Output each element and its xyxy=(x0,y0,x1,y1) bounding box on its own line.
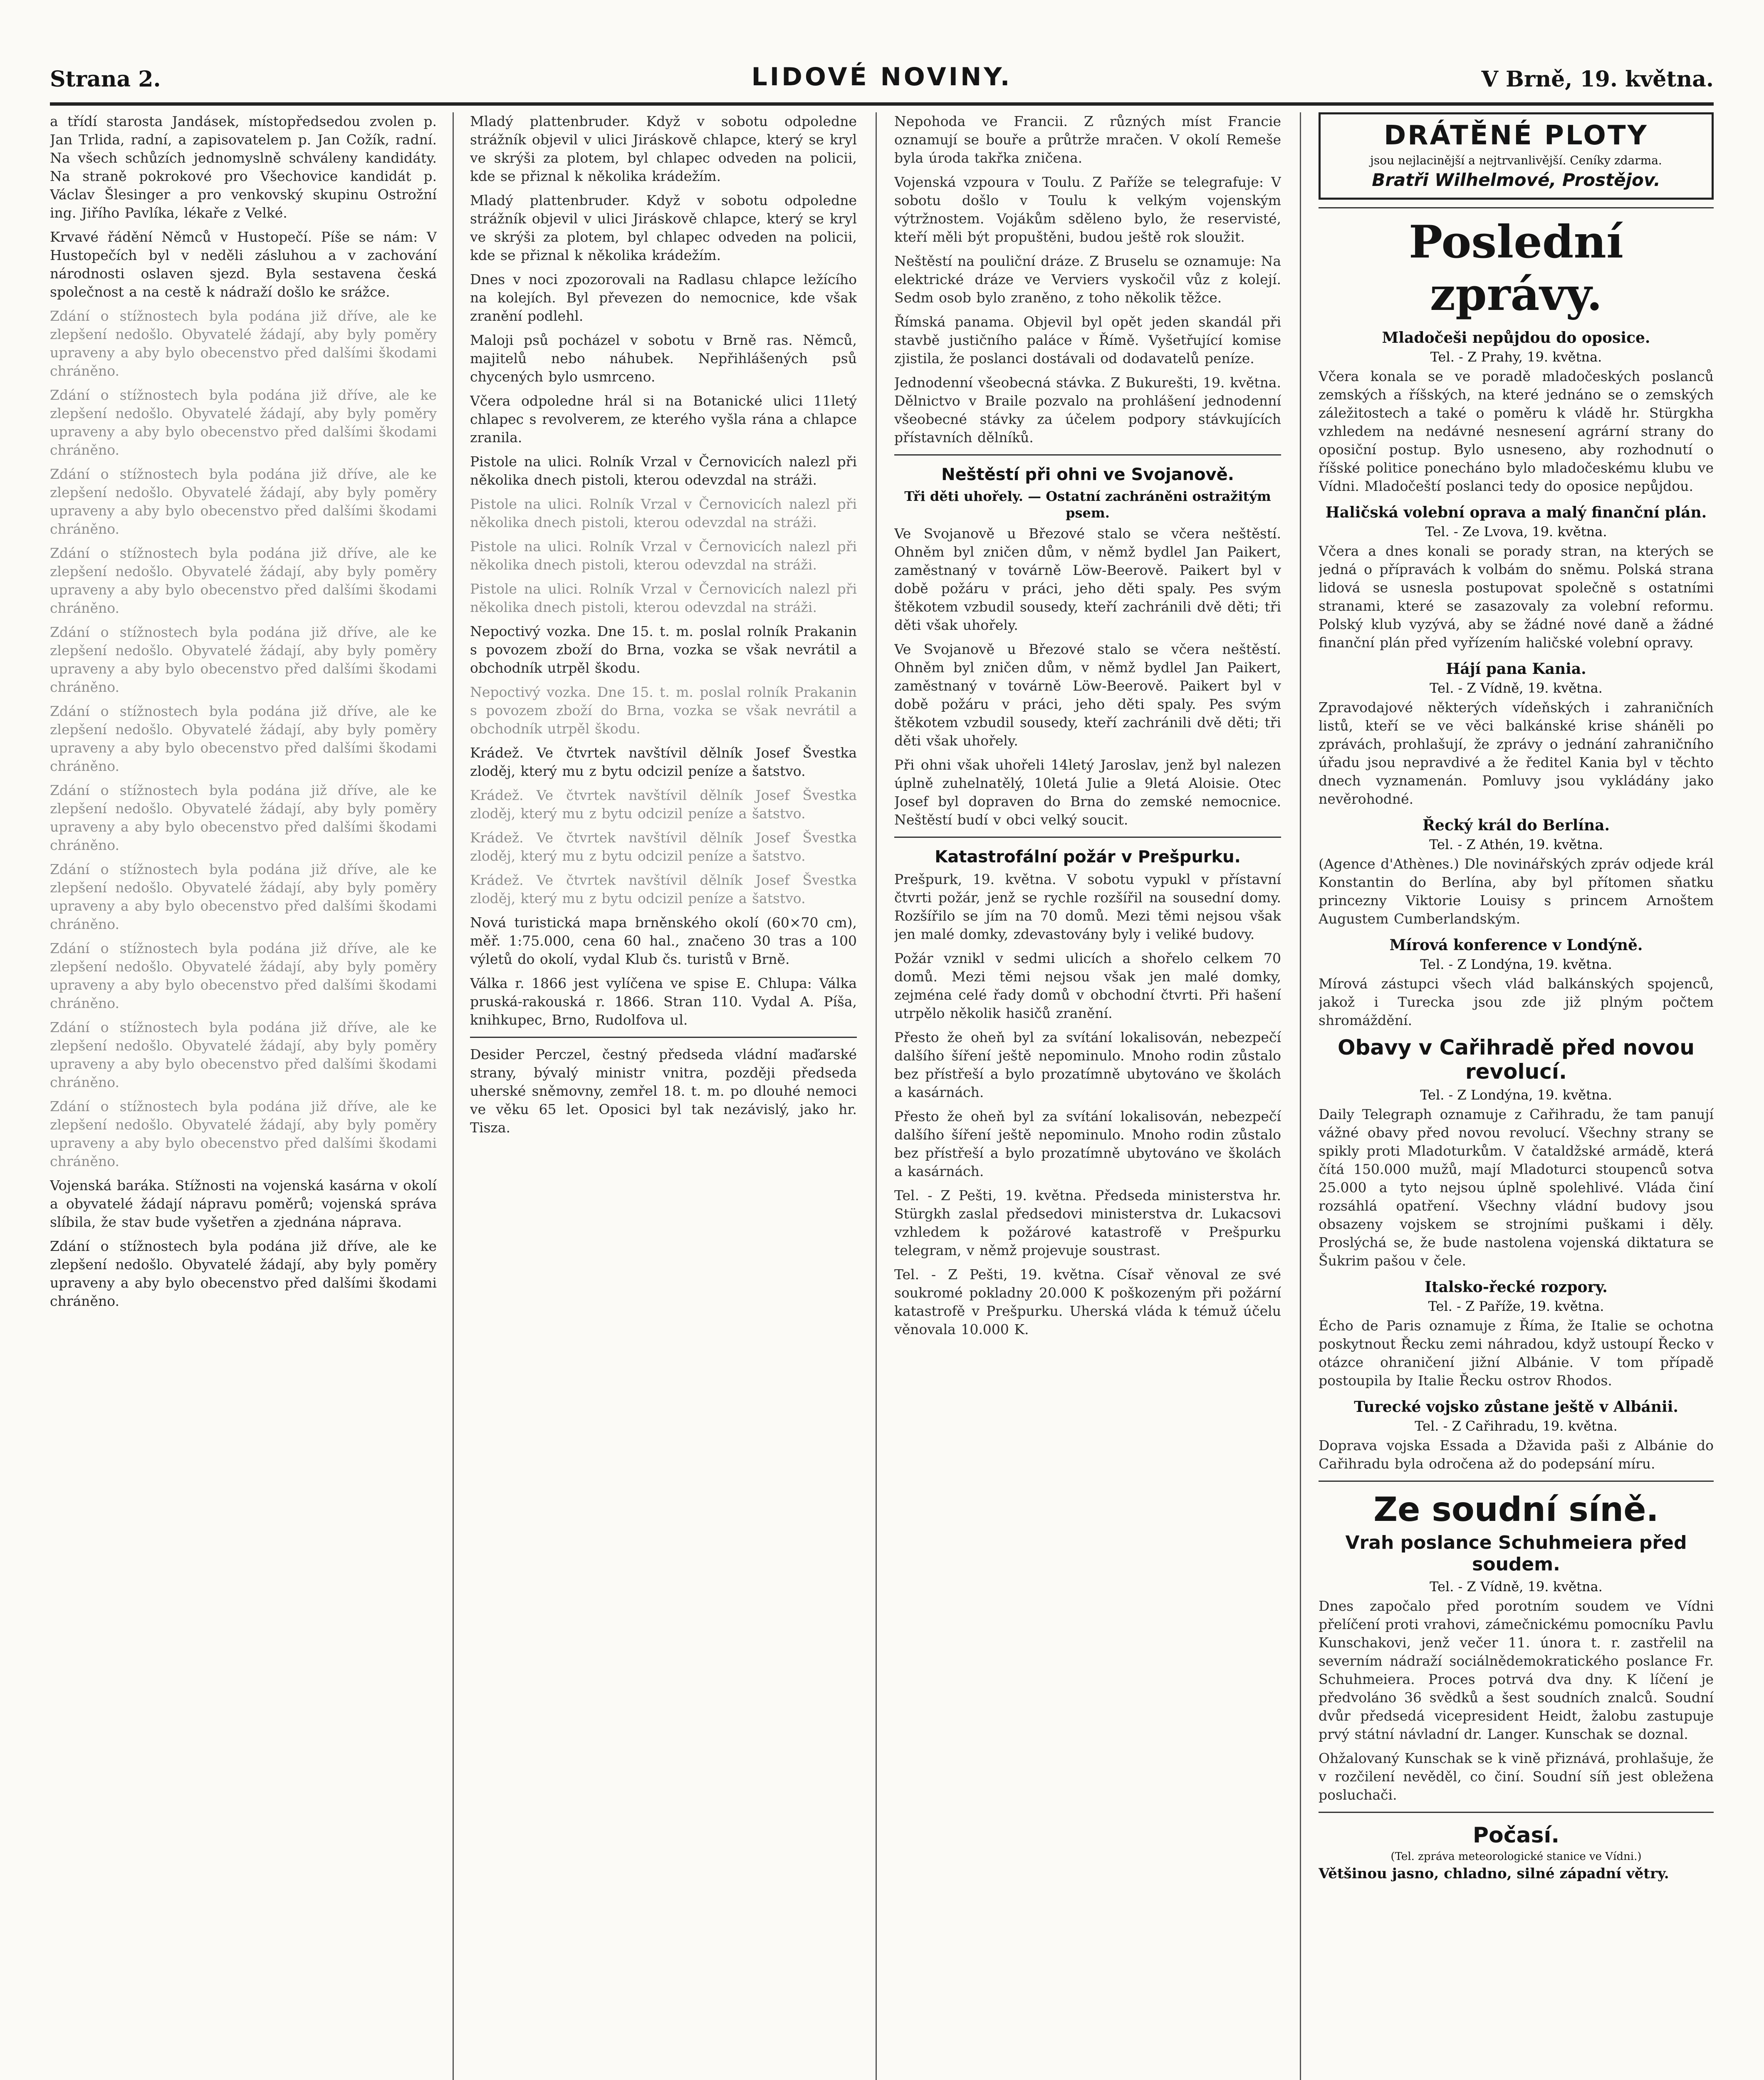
weather-title: Počasí. xyxy=(1472,1823,1560,1848)
column-separator xyxy=(1300,112,1301,2080)
news-text: Včera a dnes konali se porady stran, na kterých se jedná o přípravách k volbám do sněmu. Polská strana lidová se usnesla postupovat společně s ostatními stranami, které se zasazovaly za volební reformu. Polský klub vyzývá, aby se žádné nové daně a žádné finanční plán před vyřízením haličské volební opravy. xyxy=(1319,543,1714,651)
article-text: Maloji psů pocházel v sobotu v Brně ras. Němců, majitelů nebo náhubek. Nepřihlášených psů chycených bylo usmrceno. xyxy=(470,332,857,385)
article-text: Přesto že oheň byl za svítání lokalisován, nebezpečí dalšího šíření ještě nepominulo. Mnoho rodin zůstalo bez přístřeší a bylo prozatímně ubytováno ve školách a kasárnách. xyxy=(894,1029,1281,1100)
news-heading: Haličská volební oprava a malý finanční plán. xyxy=(1325,504,1707,521)
article-text: Pistole na ulici. Rolník Vrzal v Černovicích nalezl při několika dnech pistoli, kterou odevzdal na stráži. xyxy=(470,496,857,530)
news-box-title: Obavy v Cařihradě před novou revolucí. xyxy=(1337,1035,1695,1084)
article-text: Prešpurk, 19. května. V sobotu vypukl v přístavní čtvrti požár, jenž se rychle rozšířil na sousední domy. Rozšířilo se jím na 70 domů. Mezi těmi nejsou však jen malé domky, zdevastovány byly i veliké budovy. xyxy=(894,871,1281,942)
article-text: Desider Perczel, čestný předseda vládní maďarské strany, bývalý ministr vnitra, později předseda uherské sněmovny, zemřel 18. t. m. po dlouhé nemoci ve věku 65 let. Oposici byl tak nezávislý, jako hr. Tisza. xyxy=(470,1046,857,1136)
article-text: Jednodenní všeobecná stávka. Z Bukurešti, 19. května. Dělnictvo v Braile pozvalo na prohlášení jednodenní všeobecné stávky za účelem podpory stávkujících přístavních dělníků. xyxy=(894,374,1281,446)
news-text: Včera konala se ve poradě mladočeských poslanců zemských a říšských, na které jednáno se o zemských záležitostech a také o poměru k vládě hr. Stürgkha vzhledem na nedávné nesnesení agrární strany do oposiční postup. Bylo usneseno, aby rozhodnutí o říšské politice ponecháno bylo mladočeskému klubu ve Vídni. Mladočeští poslanci tedy do oposice nepůjdou. xyxy=(1319,368,1714,494)
court-subtitle: Vrah poslance Schuhmeiera před soudem. xyxy=(1345,1532,1687,1575)
news-heading: Mírová konference v Londýně. xyxy=(1389,936,1643,954)
article-text: Při ohni však uhořeli 14letý Jaroslav, jenž byl nalezen úplně zuhelnatělý, 10letá Julie a 9letá Aloisie. Otec Josef byl dopraven do Brna do zemské nemocnice. Neštěstí budí v obci velký soucit. xyxy=(894,757,1281,828)
section-divider xyxy=(1319,1481,1714,1482)
article-text: a třídí starosta Jandásek, místopředsedou zvolen p. Jan Trlida, radní, a zapisovatelem p. Jan Cožík, radní. Na všech schůzích jednomyslně schváleny kandidáty. Na straně pokrokové pro Všechovice kandidát p. Václav Šlesinger a pro venkovský skupinu Ostrožní ing. Jiřího Pavlíka, lékaře z Velké. xyxy=(50,113,437,221)
article-text: Zdání o stížnostech byla podána již dříve, ale ke zlepšení nedošlo. Obyvatelé žádají, aby byly poměry upraveny a aby bylo obecenstvo před dalšími škodami chráněno. xyxy=(50,308,437,379)
article-text: Neštěstí na pouliční dráze. Z Bruselu se oznamuje: Na elektrické dráze ve Verviers vyskočil vůz z kolejí. Sedm osob bylo zraněno, z toho několik těžce. xyxy=(894,253,1281,306)
article-text: Pistole na ulici. Rolník Vrzal v Černovicích nalezl při několika dnech pistoli, kterou odevzdal na stráži. xyxy=(470,581,857,615)
article-divider xyxy=(470,1037,857,1038)
article-text: Mladý plattenbruder. Když v sobotu odpoledne strážník objevil v ulici Jiráskově chlapce, který se kryl ve skrýši za plotem, byl chlapec odveden na policii, kde se přiznal k několika krádežím. xyxy=(470,192,857,263)
article-text: Vojenská vzpoura v Toulu. Z Paříže se telegrafuje: V sobotu došlo v Toulu k velkým vojenským výtržnostem. Vojákům sděleno bylo, že reservisté, kteří měli být propuštěni, budou ještě rok sloužit. xyxy=(894,174,1281,245)
article-text: Pistole na ulici. Rolník Vrzal v Černovicích nalezl při několika dnech pistoli, kterou odevzdal na stráži. xyxy=(470,538,857,573)
article-text: Dnes v noci zpozorovali na Radlasu chlapce ležícího na kolejích. Byl převezen do nemocnice, kde však zranění podlehl. xyxy=(470,271,857,324)
news-heading: Italsko-řecké rozpory. xyxy=(1425,1278,1608,1296)
masthead-rule xyxy=(50,102,1714,106)
section-title: Poslední zprávy. xyxy=(1409,216,1623,321)
article-text: Krádež. Ve čtvrtek navštívil dělník Josef Švestka zloděj, který mu z bytu odcizil peníze a šatstvo. xyxy=(470,745,857,779)
article-divider xyxy=(894,837,1281,838)
news-text: Doprava vojska Essada a Džavida paši z Albánie do Cařihradu byla odročena až do podepsání míru. xyxy=(1319,1437,1714,1472)
article-text: Krádež. Ve čtvrtek navštívil dělník Josef Švestka zloděj, který mu z bytu odcizil peníze a šatstvo. xyxy=(470,830,857,864)
column-1 xyxy=(50,112,437,2080)
article-text: Ve Svojanově u Březové stalo se včera neštěstí. Ohněm byl zničen dům, v němž bydlel Jan Paikert, zaměstnaný v továrně Löw-Beerově. Paikert byl v době požáru v práci, jeho děti spaly. Pes svým štěkotem vzbudil sousedy, kteří zachránili dvě děti; tři děti však uhořely. xyxy=(894,525,1281,633)
article-text: Zdání o stížnostech byla podána již dříve, ale ke zlepšení nedošlo. Obyvatelé žádají, aby byly poměry upraveny a aby bylo obecenstvo před dalšími škodami chráněno. xyxy=(50,466,437,537)
section-divider xyxy=(1319,207,1714,208)
article-subheading: Tři děti uhořely. — Ostatní zachráněni ostražitým psem. xyxy=(904,488,1271,521)
news-heading: Mladočeši nepůjdou do oposice. xyxy=(1382,329,1650,347)
weather-source: (Tel. zpráva meteorologické stanice ve Vídni.) xyxy=(1390,1850,1642,1863)
news-heading: Řecký král do Berlína. xyxy=(1423,817,1610,834)
article-text: Zdání o stížnostech byla podána již dříve, ale ke zlepšení nedošlo. Obyvatelé žádají, aby byly poměry upraveny a aby bylo obecenstvo před dalšími škodami chráněno. xyxy=(50,624,437,695)
column-separator xyxy=(876,112,877,2080)
article-text: Krvavé řádění Němců v Hustopečí. Píše se nám: V Hustopečích byl v neděli zásluhou a v zachování národnosti oslaven sjezd. Byla sestavena česká společnost a na cestě k nádraží došlo ke srážce. xyxy=(50,229,437,300)
article-text: Požár vznikl v sedmi ulicích a shořelo celkem 70 domů. Mezi těmi nejsou však jen malé domky, zejména celé řady domů v obchodní čtvrti. Při hašení utrpělo několik hasičů zranění. xyxy=(894,950,1281,1021)
news-heading: Hájí pana Kania. xyxy=(1446,660,1586,678)
news-text: Daily Telegraph oznamuje z Cařihradu, že tam panují vážné obavy před novou revolucí. Všechny strany se spikly proti Mladoturkům. V čataldžské armádě, která čítá 150.000 mužů, mají Mladoturci stoupenců sotva 25.000 a tyto nejsou úplně spolehlivé. Vláda činí rozsáhlá opatření. Všechny vládní budovy jsou obsazeny vojskem se strojními puškami i děly. Proslýchá se, že bude nastolena vojenská diktatura se Šukrim pašou v čele. xyxy=(1319,1106,1714,1269)
article-text: Zdání o stížnostech byla podána již dříve, ale ke zlepšení nedošlo. Obyvatelé žádají, aby byly poměry upraveny a aby bylo obecenstvo před dalšími škodami chráněno. xyxy=(50,545,437,616)
dateline: Tel. - Ze Lvova, 19. května. xyxy=(1425,524,1607,540)
column-2 xyxy=(470,112,857,2080)
dateline: Tel. - Z Paříže, 19. května. xyxy=(1428,1298,1604,1314)
article-text: Vojenská baráka. Stížnosti na vojenská kasárna v okolí a obyvatelé žádají nápravu poměrů; vojenská správa slíbila, že stav bude vyšetřen a zjednána náprava. xyxy=(50,1177,437,1230)
dateline: Tel. - Z Londýna, 19. května. xyxy=(1420,956,1612,972)
advertisement xyxy=(1319,112,1714,200)
article-text: Tel. - Z Pešti, 19. května. Císař věnoval ze své soukromé pokladny 20.000 K poškozeným při požární katastrofě v Prešpurku. Uherská vláda k témuž účelu věnovala 10.000 K. xyxy=(894,1266,1281,1337)
dateline: Tel. - Z Prahy, 19. května. xyxy=(1430,349,1602,365)
article-text: Mladý plattenbruder. Když v sobotu odpoledne strážník objevil v ulici Jiráskově chlapce, který se kryl ve skrýši za plotem, byl chlapec odveden na policii, kde se přiznal k několika krádežím. xyxy=(470,113,857,184)
masthead xyxy=(50,62,1714,100)
column-4 xyxy=(1319,112,1714,2080)
article-heading: Katastrofální požár v Prešpurku. xyxy=(935,847,1241,867)
article-text: Nová turistická mapa brněnského okolí (60×70 cm), měř. 1:75.000, cena 60 hal., značeno 30 tras a 100 výletů do okolí, vydal Klub čs. turistů v Brně. xyxy=(470,914,857,967)
article-text: Ve Svojanově u Březové stalo se včera neštěstí. Ohněm byl zničen dům, v němž bydlel Jan Paikert, zaměstnaný v továrně Löw-Beerově. Paikert byl v době požáru v práci, jeho děti spaly. Pes svým štěkotem vzbudil sousedy, kteří zachránili dvě děti; tři děti však uhořely. xyxy=(894,641,1281,749)
news-text: (Agence d'Athènes.) Dle novinářských zpráv odjede král Konstantin do Berlína, aby byl přítomen sňatku princezny Viktorie Louisy s princem Arnoštem Augustem Cumberlandským. xyxy=(1319,856,1714,927)
column-3 xyxy=(894,112,1281,2080)
article-text: Zdání o stížnostech byla podána již dříve, ale ke zlepšení nedošlo. Obyvatelé žádají, aby byly poměry upraveny a aby bylo obecenstvo před dalšími škodami chráněno. xyxy=(50,1098,437,1169)
court-section-title: Ze soudní síně. xyxy=(1373,1490,1659,1529)
article-divider xyxy=(894,454,1281,456)
article-text: Zdání o stížnostech byla podána již dříve, ale ke zlepšení nedošlo. Obyvatelé žádají, aby byly poměry upraveny a aby bylo obecenstvo před dalšími škodami chráněno. xyxy=(50,703,437,774)
article-text: Pistole na ulici. Rolník Vrzal v Černovicích nalezl při několika dnech pistoli, kterou odevzdal na stráži. xyxy=(470,453,857,488)
issue-date: V Brně, 19. května. xyxy=(1481,67,1714,92)
news-text: Écho de Paris oznamuje z Říma, že Italie se ochotna poskytnout Řecku zemi náhradou, když ustoupí Řecko v otázce ohraničení jižní Albánie. V tom případě postoupila by Italie Řecku ostrov Rhodos. xyxy=(1319,1317,1714,1389)
article-text: Římská panama. Objevil byl opět jeden skandál při stavbě justičního paláce v Římě. Vyšetřující komise zjistila, že poslanci dostávali od dodavatelů peníze. xyxy=(894,314,1281,366)
news-text: Mírová zástupci všech vlád balkánských spojenců, jakož i Turecka jsou zde již plným počtem shromáždění. xyxy=(1319,976,1714,1028)
dateline: Tel. - Z Londýna, 19. května. xyxy=(1420,1087,1612,1103)
article-heading: Neštěstí při ohni ve Svojanově. xyxy=(941,465,1234,484)
article-text: Tel. - Z Pešti, 19. května. Předseda ministerstva hr. Stürgkh zaslal předsedovi ministerstva dr. Lukacsovi vzhledem k požárové katastrofě v Prešpurku telegram, v němž projevuje soustrast. xyxy=(894,1187,1281,1258)
newspaper-title: LIDOVÉ NOVINY. xyxy=(751,62,1012,92)
article-text: Zdání o stížnostech byla podána již dříve, ale ke zlepšení nedošlo. Obyvatelé žádají, aby byly poměry upraveny a aby bylo obecenstvo před dalšími škodami chráněno. xyxy=(50,940,437,1011)
dateline: Tel. - Z Athén, 19. května. xyxy=(1429,837,1603,852)
article-text: Zdání o stížnostech byla podána již dříve, ale ke zlepšení nedošlo. Obyvatelé žádají, aby byly poměry upraveny a aby bylo obecenstvo před dalšími škodami chráněno. xyxy=(50,387,437,458)
column-separator xyxy=(453,112,454,2080)
newspaper-page xyxy=(50,62,1714,2080)
article-text: Nepoctivý vozka. Dne 15. t. m. poslal rolník Prakanin s povozem zboží do Brna, vozka se však nevrátil a obchodník utrpěl škodu. xyxy=(470,684,857,737)
news-text: Zpravodajové některých vídeňských i zahraničních listů, kteří se ve věci balkánské krise sháněli po zprávách, prohlašují, že zprávy o jednání zahraničního úřadu jsou nepravdivé a že ředitel Kania byl v těchto dnech vyznamenán. Pomluvy jsou vykládány jako nevěrohodné. xyxy=(1319,699,1714,807)
ad-title: DRÁTĚNÉ PLOTY xyxy=(1384,120,1648,151)
article-text: Zdání o stížnostech byla podána již dříve, ale ke zlepšení nedošlo. Obyvatelé žádají, aby byly poměry upraveny a aby bylo obecenstvo před dalšími škodami chráněno. xyxy=(50,1019,437,1090)
article-text: Přesto že oheň byl za svítání lokalisován, nebezpečí dalšího šíření ještě nepominulo. Mnoho rodin zůstalo bez přístřeší a bylo prozatímně ubytováno ve školách a kasárnách. xyxy=(894,1108,1281,1179)
article-text: Nepohoda ve Francii. Z různých míst Francie oznamují se bouře a průtrže mračen. V okolí Remeše byla úroda takřka zničena. xyxy=(894,113,1281,166)
page-number: Strana 2. xyxy=(50,67,161,92)
article-text: Včera odpoledne hrál si na Botanické ulici 11letý chlapec s revolverem, ze kterého vyšla rána a chlapce zranila. xyxy=(470,393,857,446)
section-divider xyxy=(1319,1812,1714,1813)
dateline: Tel. - Z Cařihradu, 19. května. xyxy=(1415,1418,1618,1434)
article-text: Zdání o stížnostech byla podána již dříve, ale ke zlepšení nedošlo. Obyvatelé žádají, aby byly poměry upraveny a aby bylo obecenstvo před dalšími škodami chráněno. xyxy=(50,1238,437,1309)
news-heading: Turecké vojsko zůstane ještě v Albánii. xyxy=(1354,1398,1678,1416)
article-text: Válka r. 1866 jest vylíčena ve spise E. Chlupa: Válka pruská-rakouská r. 1866. Stran 110. Vydal A. Píša, knihkupec, Brno, Rudolfova ul. xyxy=(470,975,857,1028)
article-text: Krádež. Ve čtvrtek navštívil dělník Josef Švestka zloděj, který mu z bytu odcizil peníze a šatstvo. xyxy=(470,872,857,906)
article-text: Zdání o stížnostech byla podána již dříve, ale ke zlepšení nedošlo. Obyvatelé žádají, aby byly poměry upraveny a aby bylo obecenstvo před dalšími škodami chráněno. xyxy=(50,861,437,932)
ad-brand: Bratři Wilhelmové, Prostějov. xyxy=(1372,170,1660,190)
ad-text: jsou nejlacinější a nejtrvanlivější. Ceníky zdarma. xyxy=(1370,154,1662,167)
court-text: Ohžalovaný Kunschak se k vině přiznává, prohlašuje, že v rozčilení nevěděl, co činí. Soudní síň jest obležena posluchači. xyxy=(1319,1750,1714,1803)
dateline: Tel. - Z Vídně, 19. května. xyxy=(1430,1579,1603,1595)
article-text: Zdání o stížnostech byla podána již dříve, ale ke zlepšení nedošlo. Obyvatelé žádají, aby byly poměry upraveny a aby bylo obecenstvo před dalšími škodami chráněno. xyxy=(50,782,437,853)
article-text: Krádež. Ve čtvrtek navštívil dělník Josef Švestka zloděj, který mu z bytu odcizil peníze a šatstvo. xyxy=(470,787,857,822)
court-text: Dnes započalo před porotním soudem ve Vídni přelíčení proti vrahovi, zámečnickému pomocníku Pavlu Kunschakovi, jenž večer 11. února t. r. zastřelil na severním nádraží sociálnědemokratického poslance Fr. Schuhmeiera. Proces potrvá dva dny. K líčení je předvoláno 36 svědků a šest soudních znalců. Soudní dvůr předsedá vicepresident Heidt, žalobu zastupuje prvý státní návladní dr. Langer. Kunschak se doznal. xyxy=(1319,1598,1714,1742)
article-text: Nepoctivý vozka. Dne 15. t. m. poslal rolník Prakanin s povozem zboží do Brna, vozka se však nevrátil a obchodník utrpěl škodu. xyxy=(470,623,857,676)
dateline: Tel. - Z Vídně, 19. května. xyxy=(1430,680,1603,696)
weather-text: Většinou jasno, chladno, silné západní větry. xyxy=(1319,1865,1669,1882)
